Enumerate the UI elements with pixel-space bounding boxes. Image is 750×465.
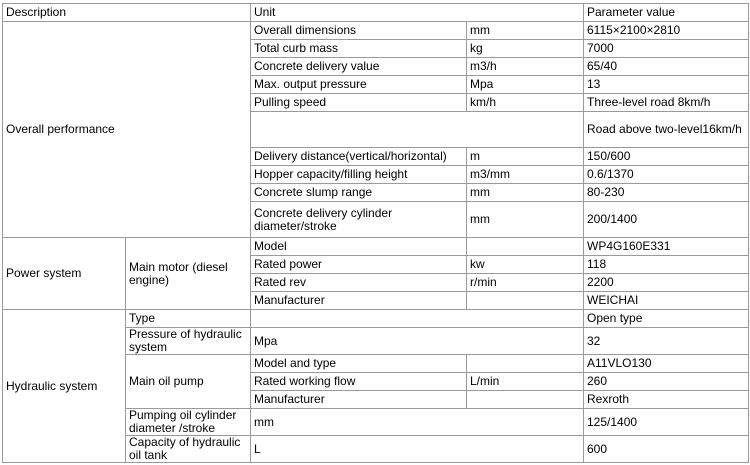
param-value: A11VLO130 xyxy=(584,355,749,373)
param-unit xyxy=(467,355,584,373)
section-power-system: Power system xyxy=(3,238,126,310)
param-name: Rated working flow xyxy=(251,373,467,391)
param-name: Model and type xyxy=(251,355,467,373)
param-value: 118 xyxy=(584,256,749,274)
param-unit xyxy=(251,310,584,328)
param-unit: r/min xyxy=(467,274,584,292)
param-unit: mm xyxy=(467,202,584,238)
param-unit: Mpa xyxy=(251,328,584,355)
subsection-main-motor: Main motor (diesel engine) xyxy=(126,238,251,310)
param-name: Rated power xyxy=(251,256,467,274)
param-unit: km/h xyxy=(467,94,584,112)
subsection-main-oil-pump: Main oil pump xyxy=(126,355,251,409)
header-description: Description xyxy=(3,4,251,22)
table-row xyxy=(3,238,749,256)
param-name: Rated rev xyxy=(251,274,467,292)
param-value: Open type xyxy=(584,310,749,328)
param-value: 65/40 xyxy=(584,58,749,76)
param-value: 80-230 xyxy=(584,184,749,202)
hydraulic-tank-label: Capacity of hydraulic oil tank xyxy=(126,436,251,463)
header-row xyxy=(3,4,749,22)
param-unit: m xyxy=(467,148,584,166)
param-name: Max. output pressure xyxy=(251,76,467,94)
param-value: Road above two-level16km/h xyxy=(584,112,749,148)
param-name: Total curb mass xyxy=(251,40,467,58)
param-unit: m3/h xyxy=(467,58,584,76)
param-name: Model xyxy=(251,238,467,256)
header-parameter-value: Parameter value xyxy=(584,4,749,22)
hydraulic-type-label: Type xyxy=(126,310,251,328)
section-hydraulic-system: Hydraulic system xyxy=(3,310,126,463)
param-name: Manufacturer xyxy=(251,292,467,310)
param-name: Overall dimensions xyxy=(251,22,467,40)
param-value: 0.6/1370 xyxy=(584,166,749,184)
param-unit xyxy=(467,238,584,256)
table-row xyxy=(3,310,749,328)
param-unit: m3/mm xyxy=(467,166,584,184)
param-unit: kw xyxy=(467,256,584,274)
param-value: 6115×2100×2810 xyxy=(584,22,749,40)
param-value: 32 xyxy=(584,328,749,355)
param-unit xyxy=(467,391,584,409)
param-unit: mm xyxy=(251,409,584,436)
table-row xyxy=(3,22,749,40)
param-value: 260 xyxy=(584,373,749,391)
param-name: Delivery distance(vertical/horizontal) xyxy=(251,148,467,166)
param-value: 7000 xyxy=(584,40,749,58)
header-unit: Unit xyxy=(251,4,584,22)
param-unit: Mpa xyxy=(467,76,584,94)
hydraulic-cylinder-label: Pumping oil cylinder diameter /stroke xyxy=(126,409,251,436)
param-value: Rexroth xyxy=(584,391,749,409)
param-value: 150/600 xyxy=(584,148,749,166)
param-value: Three-level road 8km/h xyxy=(584,94,749,112)
param-unit xyxy=(467,292,584,310)
param-unit: mm xyxy=(467,22,584,40)
param-name: Manufacturer xyxy=(251,391,467,409)
param-name: Concrete delivery value xyxy=(251,58,467,76)
param-unit: L/min xyxy=(467,373,584,391)
parameter-table xyxy=(2,3,749,463)
param-value: WEICHAI xyxy=(584,292,749,310)
param-value: 125/1400 xyxy=(584,409,749,436)
param-name: Concrete slump range xyxy=(251,184,467,202)
param-name: Pulling speed xyxy=(251,94,467,112)
param-unit: L xyxy=(251,436,584,463)
param-value: WP4G160E331 xyxy=(584,238,749,256)
param-value: 600 xyxy=(584,436,749,463)
param-value: 200/1400 xyxy=(584,202,749,238)
section-overall-performance: Overall performance xyxy=(3,22,251,238)
param-unit: kg xyxy=(467,40,584,58)
param-value: 13 xyxy=(584,76,749,94)
param-name: Concrete delivery cylinder diameter/stroke xyxy=(251,202,467,238)
param-value: 2200 xyxy=(584,274,749,292)
param-unit: mm xyxy=(467,184,584,202)
param-name xyxy=(251,112,584,148)
hydraulic-pressure-label: Pressure of hydraulic system xyxy=(126,328,251,355)
param-name: Hopper capacity/filling height xyxy=(251,166,467,184)
